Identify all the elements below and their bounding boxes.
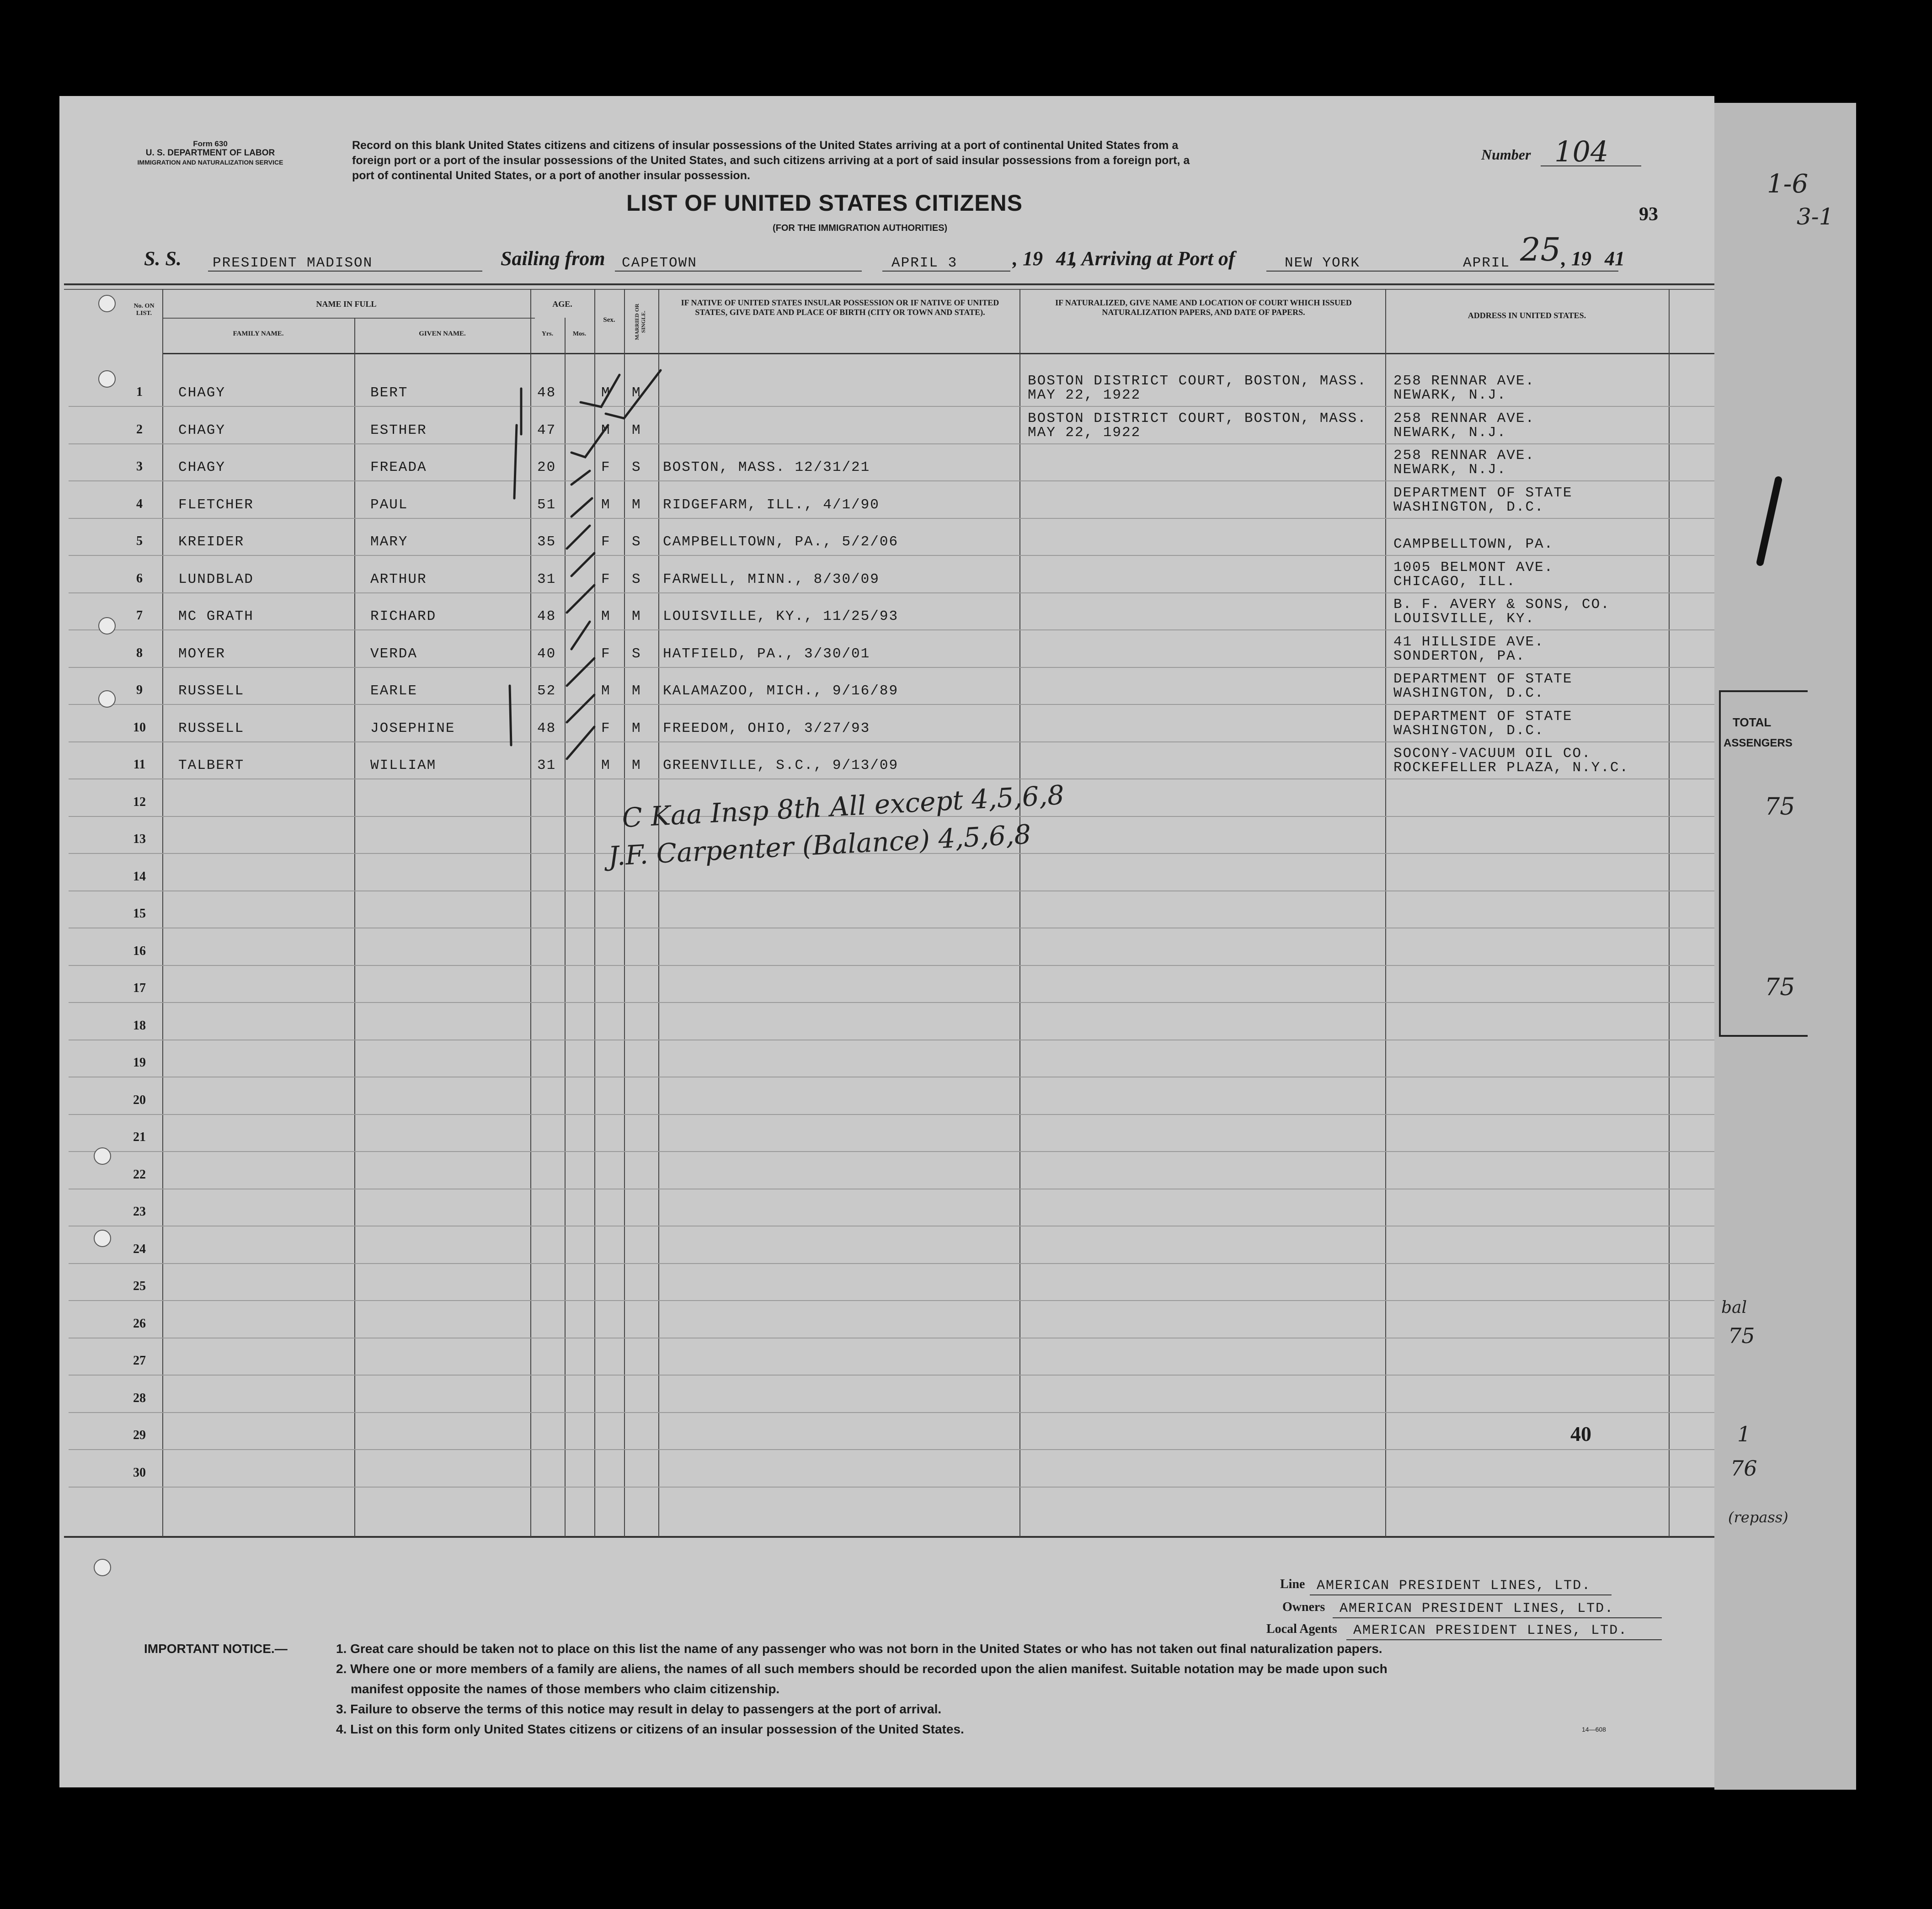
family-name: TALBERT xyxy=(178,757,245,773)
row-number: 11 xyxy=(133,757,146,772)
row-number: 22 xyxy=(133,1167,146,1182)
binder-hole xyxy=(98,370,116,388)
row-number: 24 xyxy=(133,1242,146,1256)
sex: M xyxy=(601,385,611,401)
age-years: 48 xyxy=(537,608,556,624)
sex: F xyxy=(601,571,611,587)
row-number: 25 xyxy=(133,1279,146,1293)
handwritten-checkmarks xyxy=(503,366,667,786)
birthplace: KALAMAZOO, MICH., 9/16/89 xyxy=(663,683,899,699)
sex: M xyxy=(601,608,611,624)
address-line-2: WASHINGTON, D.C. xyxy=(1393,722,1544,739)
sex: F xyxy=(601,720,611,736)
row-number: 21 xyxy=(133,1130,146,1144)
row-rule xyxy=(69,629,1714,630)
sex: M xyxy=(601,683,611,699)
row-number: 2 xyxy=(136,422,143,437)
sailing-label: Sailing from xyxy=(501,247,605,270)
row-rule xyxy=(69,443,1714,444)
manifest-sheet xyxy=(59,96,1714,1787)
given-name: WILLIAM xyxy=(370,757,437,773)
marital-status: S xyxy=(632,645,641,662)
row-rule xyxy=(69,1151,1714,1152)
table-top-border-2 xyxy=(64,289,1714,290)
col-age-header: AGE. xyxy=(552,299,572,309)
family-name: CHAGY xyxy=(178,385,226,401)
row-rule xyxy=(69,555,1714,556)
row-number: 7 xyxy=(136,608,143,623)
agents-value: AMERICAN PRESIDENT LINES, LTD. xyxy=(1353,1623,1628,1638)
sex: M xyxy=(601,496,611,513)
row-number: 13 xyxy=(133,832,146,846)
birthplace: LOUISVILLE, KY., 11/25/93 xyxy=(663,608,899,624)
to-port: NEW YORK xyxy=(1285,255,1360,271)
table-bottom-border xyxy=(64,1536,1714,1538)
row-number: 28 xyxy=(133,1391,146,1405)
family-name: CHAGY xyxy=(178,422,226,438)
binder-hole xyxy=(94,1147,111,1165)
row-number: 8 xyxy=(136,645,143,660)
given-name: MARY xyxy=(370,534,408,550)
row-number: 23 xyxy=(133,1205,146,1219)
age-years: 40 xyxy=(537,645,556,662)
family-name: FLETCHER xyxy=(178,496,254,513)
marital-status: S xyxy=(632,571,641,587)
family-name: CHAGY xyxy=(178,459,226,475)
important-notice-heading: IMPORTANT NOTICE.— xyxy=(144,1642,288,1656)
given-name: ARTHUR xyxy=(370,571,427,587)
binder-hole xyxy=(94,1559,111,1576)
margin-mark-1: 1 xyxy=(1737,1422,1751,1446)
sex: M xyxy=(601,757,611,773)
corner-mark-1: 1-6 xyxy=(1767,169,1809,199)
row-rule xyxy=(69,518,1714,519)
age-years: 31 xyxy=(537,571,556,587)
from-underline xyxy=(615,271,862,272)
birthplace: GREENVILLE, S.C., 9/13/09 xyxy=(663,757,899,773)
col-line-no xyxy=(162,289,163,1537)
row-number: 9 xyxy=(136,683,143,697)
marital-status: M xyxy=(632,720,641,736)
col-line-naturalized xyxy=(1385,289,1386,1537)
list-number: 104 xyxy=(1554,135,1609,168)
owners-underline xyxy=(1333,1617,1662,1618)
sex: F xyxy=(601,534,611,550)
naturalization-date: MAY 22, 1922 xyxy=(1028,387,1141,403)
col-naturalized-header: IF NATURALIZED, GIVE NAME AND LOCATION OF COURT WHICH ISSUED NATURALIZATION PAPERS, AND DATE OF PAPERS. xyxy=(1055,298,1352,317)
birthplace: FARWELL, MINN., 8/30/09 xyxy=(663,571,880,587)
marital-status: M xyxy=(632,757,641,773)
total-value-1: 75 xyxy=(1765,793,1795,821)
address-line-2: LOUISVILLE, KY. xyxy=(1393,611,1535,627)
address-line-2: WASHINGTON, D.C. xyxy=(1393,685,1544,701)
birthplace: HATFIELD, PA., 3/30/01 xyxy=(663,645,870,662)
row-number: 4 xyxy=(136,496,143,511)
arriving-label: , Arriving at Port of xyxy=(1072,247,1235,270)
age-years: 51 xyxy=(537,496,556,513)
ship-underline xyxy=(208,271,482,272)
arrive-date: APRIL xyxy=(1463,255,1510,271)
row-number: 6 xyxy=(136,571,143,586)
col-mos-header: Mos. xyxy=(572,331,587,337)
given-name: EARLE xyxy=(370,683,418,699)
address-line-2: NEWARK, N.J. xyxy=(1393,387,1507,403)
row-rule xyxy=(69,1300,1714,1301)
header-bottom-border xyxy=(162,353,1714,354)
age-years: 52 xyxy=(537,683,556,699)
sex: F xyxy=(601,645,611,662)
row-rule xyxy=(69,1263,1714,1264)
owners-value: AMERICAN PRESIDENT LINES, LTD. xyxy=(1340,1601,1614,1616)
form-identifier: Form 630 U. S. DEPARTMENT OF LABOR IMMIGRATION AND NATURALIZATION SERVICE xyxy=(137,139,283,166)
age-years: 48 xyxy=(537,385,556,401)
address-line-2: SONDERTON, PA. xyxy=(1393,648,1526,664)
age-years: 48 xyxy=(537,720,556,736)
line-underline xyxy=(1310,1594,1612,1595)
margin-slash-mark xyxy=(1751,475,1788,567)
address-line-1: SOCONY-VACUUM OIL CO. xyxy=(1393,746,1591,762)
total-value-2: 75 xyxy=(1765,974,1795,1001)
family-name: LUNDBLAD xyxy=(178,571,254,587)
family-name: MOYER xyxy=(178,645,226,662)
address-line-1: 258 RENNAR AVE. xyxy=(1393,373,1535,389)
row-rule xyxy=(69,592,1714,593)
row-rule xyxy=(69,1487,1714,1488)
binder-hole xyxy=(98,690,116,708)
binder-hole xyxy=(98,617,116,635)
col-married-header: MARRIED OR SINGLE. xyxy=(634,304,646,340)
address-line-2: ROCKEFELLER PLAZA, N.Y.C. xyxy=(1393,760,1629,776)
row-number: 27 xyxy=(133,1354,146,1368)
marital-status: M xyxy=(632,385,641,401)
age-years: 20 xyxy=(537,459,556,475)
table-top-border xyxy=(64,283,1714,285)
row-number: 16 xyxy=(133,944,146,958)
number-underline xyxy=(1541,165,1641,166)
marital-status: M xyxy=(632,496,641,513)
col-line-birth xyxy=(1019,289,1020,1537)
given-name: VERDA xyxy=(370,645,418,662)
sail-year: 41 xyxy=(1056,247,1076,270)
row-number: 1 xyxy=(136,385,143,399)
given-name: ESTHER xyxy=(370,422,427,438)
row-number: 14 xyxy=(133,869,146,884)
marital-status: S xyxy=(632,459,641,475)
row-number: 29 xyxy=(133,1428,146,1442)
page-subtitle: (FOR THE IMMIGRATION AUTHORITIES) xyxy=(773,223,948,233)
passengers-label: ASSENGERS xyxy=(1724,737,1793,749)
col-line-address xyxy=(1669,289,1670,1537)
row-number: 10 xyxy=(133,720,146,735)
page-title: LIST OF UNITED STATES CITIZENS xyxy=(626,190,1023,216)
important-notice-items: 1. Great care should be taken not to place on this list the name of any passenger who was not born in the United States or who has not taken out final naturalization papers. 2. Where one or more members of a family are aliens, the names of all such members should be recorded upon the alien manifest. Suitable notation may be made upon such manifest opposite the names of those members who claim citizenship. 3. Failure to observe the terms of this notice may result in delay to passengers at the port of arrival. 4. List on this form only United States citizens or citizens of an insular possession of the United States. xyxy=(336,1642,1388,1736)
row-number: 12 xyxy=(133,795,146,809)
address-line-1: DEPARTMENT OF STATE xyxy=(1393,708,1573,725)
address-line-2: CAMPBELLTOWN, PA. xyxy=(1393,536,1554,552)
address-line-2: WASHINGTON, D.C. xyxy=(1393,499,1544,515)
address-line-1: DEPARTMENT OF STATE xyxy=(1393,671,1573,687)
row-number: 3 xyxy=(136,459,143,474)
arrive-day: 25 xyxy=(1520,231,1561,268)
sex: M xyxy=(601,422,611,438)
corner-mark-2: 3-1 xyxy=(1797,203,1834,230)
given-name: BERT xyxy=(370,385,408,401)
marital-status: S xyxy=(632,534,641,550)
sail-year-prefix: , 19 xyxy=(1013,247,1043,270)
given-name: PAUL xyxy=(370,496,408,513)
line-value: AMERICAN PRESIDENT LINES, LTD. xyxy=(1317,1578,1591,1594)
birthplace: BOSTON, MASS. 12/31/21 xyxy=(663,459,870,475)
birthplace: RIDGEFARM, ILL., 4/1/90 xyxy=(663,496,880,513)
col-family-header: FAMILY NAME. xyxy=(233,330,284,337)
sex: F xyxy=(601,459,611,475)
address-line-1: 41 HILLSIDE AVE. xyxy=(1393,634,1544,650)
row-rule xyxy=(69,741,1714,742)
marital-status: M xyxy=(632,608,641,624)
row-rule xyxy=(69,965,1714,966)
address-line-1: 1005 BELMONT AVE. xyxy=(1393,559,1554,576)
naturalization-court: BOSTON DISTRICT COURT, BOSTON, MASS. xyxy=(1028,373,1367,389)
arrive-year: 41 xyxy=(1605,247,1625,270)
name-subheader-line xyxy=(162,318,535,319)
col-sex-header: Sex. xyxy=(603,316,615,324)
margin-mark-bal: bal xyxy=(1721,1298,1747,1317)
col-no-header: No. ON LIST. xyxy=(133,303,155,317)
given-name: RICHARD xyxy=(370,608,437,624)
from-port: CAPETOWN xyxy=(622,255,697,271)
row-number: 26 xyxy=(133,1316,146,1331)
row-number: 17 xyxy=(133,981,146,995)
address-line-2: NEWARK, N.J. xyxy=(1393,424,1507,441)
total-label: TOTAL xyxy=(1733,715,1772,729)
col-birth-header: IF NATIVE OF UNITED STATES INSULAR POSSESSION OR IF NATIVE OF UNITED STATES, GIVE DATE AND PLACE OF BIRTH (CITY OR TOWN AND STATE). xyxy=(681,298,999,317)
row-number: 15 xyxy=(133,907,146,921)
row-rule xyxy=(69,704,1714,705)
row-rule xyxy=(69,480,1714,481)
family-name: RUSSELL xyxy=(178,683,245,699)
page-stamp: 93 xyxy=(1639,204,1658,225)
row-rule xyxy=(69,1002,1714,1003)
age-years: 47 xyxy=(537,422,556,438)
naturalization-court: BOSTON DISTRICT COURT, BOSTON, MASS. xyxy=(1028,410,1367,427)
row-rule xyxy=(69,1449,1714,1450)
birthplace: FREEDOM, OHIO, 3/27/93 xyxy=(663,720,870,736)
row-rule xyxy=(69,1412,1714,1413)
row-number: 5 xyxy=(136,534,143,548)
given-name: FREADA xyxy=(370,459,427,475)
inspector-note-2: J.F. Carpenter (Balance) 4,5,6,8 xyxy=(607,818,1032,872)
address-line-1: 258 RENNAR AVE. xyxy=(1393,410,1535,427)
margin-mark-76: 76 xyxy=(1730,1456,1757,1481)
marital-status: M xyxy=(632,422,641,438)
line-label: Line xyxy=(1280,1577,1305,1591)
owners-label: Owners xyxy=(1282,1600,1325,1614)
ship-name: PRESIDENT MADISON xyxy=(213,255,373,271)
binder-hole xyxy=(98,295,116,312)
row-number: 18 xyxy=(133,1018,146,1033)
given-name: JOSEPHINE xyxy=(370,720,455,736)
arrive-year-prefix: , 19 xyxy=(1561,247,1591,270)
family-name: KREIDER xyxy=(178,534,245,550)
number-label: Number xyxy=(1481,146,1531,163)
sail-date-underline xyxy=(882,271,1010,272)
col-yrs-header: Yrs. xyxy=(541,331,554,337)
sail-date: APRIL 3 xyxy=(891,255,958,271)
col-given-header: GIVEN NAME. xyxy=(419,330,466,337)
record-instructions: Record on this blank United States citizens and citizens of insular possessions of the United States arriving at a port of continental United States from a foreign port or a port of the insular possessions of the United States, and such citizens arriving at a port of said insular possessions from a foreign port, a port of continental United States, or a port of another insular possession. xyxy=(352,139,1190,182)
stamp-40: 40 xyxy=(1570,1422,1591,1445)
birthplace: CAMPBELLTOWN, PA., 5/2/06 xyxy=(663,534,899,550)
margin-mark-repass: (repass) xyxy=(1728,1509,1788,1526)
address-line-2: CHICAGO, ILL. xyxy=(1393,573,1516,590)
address-line-1: DEPARTMENT OF STATE xyxy=(1393,485,1573,501)
arrive-underline xyxy=(1454,271,1618,272)
col-address-header: ADDRESS IN UNITED STATES. xyxy=(1468,311,1586,320)
agents-label: Local Agents xyxy=(1266,1622,1337,1636)
row-rule xyxy=(69,1375,1714,1376)
marital-status: M xyxy=(632,683,641,699)
row-rule xyxy=(69,406,1714,407)
family-name: RUSSELL xyxy=(178,720,245,736)
row-number: 20 xyxy=(133,1093,146,1107)
age-years: 35 xyxy=(537,534,556,550)
address-line-1: B. F. AVERY & SONS, CO. xyxy=(1393,597,1610,613)
row-number: 19 xyxy=(133,1056,146,1070)
family-name: MC GRATH xyxy=(178,608,254,624)
margin-mark-75: 75 xyxy=(1728,1323,1755,1348)
binder-hole xyxy=(94,1230,111,1247)
inspector-note-1: C Kaa Insp 8th All except 4,5,6,8 xyxy=(621,779,1065,834)
form-code: 14—608 xyxy=(1582,1726,1606,1733)
naturalization-date: MAY 22, 1922 xyxy=(1028,424,1141,441)
row-rule xyxy=(69,667,1714,668)
ss-label: S. S. xyxy=(144,247,181,270)
age-years: 31 xyxy=(537,757,556,773)
address-line-2: NEWARK, N.J. xyxy=(1393,462,1507,478)
col-name-header: NAME IN FULL xyxy=(316,299,377,309)
row-number: 30 xyxy=(133,1465,146,1480)
row-rule xyxy=(69,1114,1714,1115)
address-line-1: 258 RENNAR AVE. xyxy=(1393,448,1535,464)
